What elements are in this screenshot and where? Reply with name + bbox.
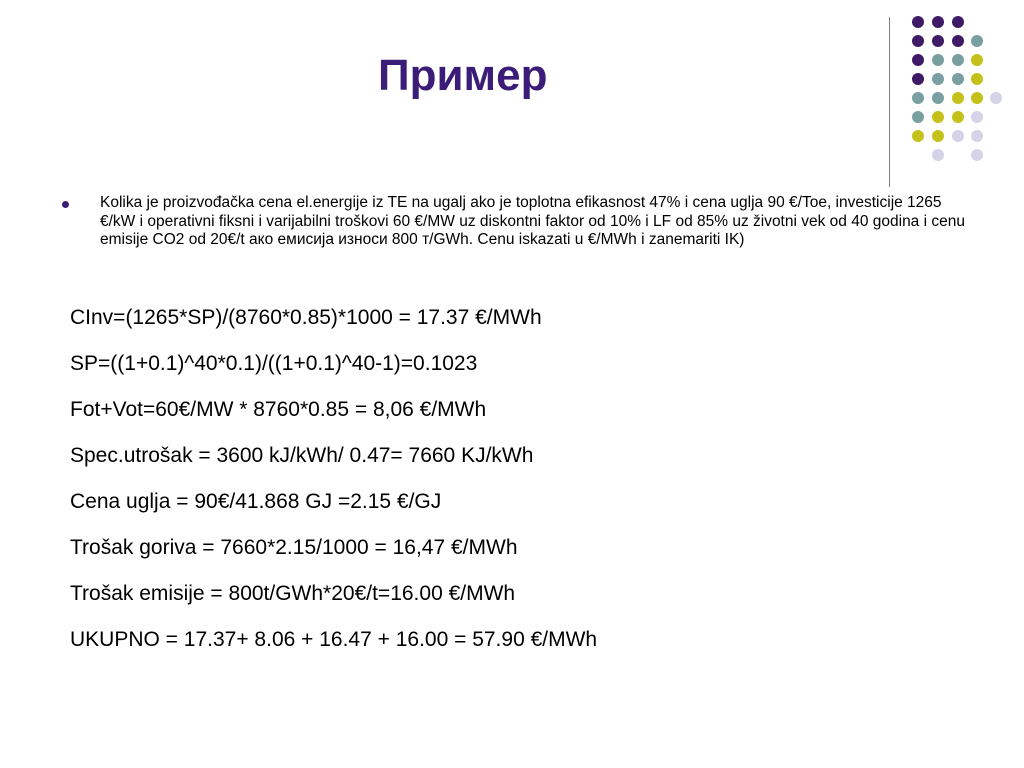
decor-dot	[952, 54, 964, 66]
decor-dot	[971, 92, 983, 104]
decor-dot	[912, 92, 924, 104]
decor-dot	[952, 92, 964, 104]
decor-dot	[912, 54, 924, 66]
decor-dot	[990, 92, 1002, 104]
problem-text: Kolika je proizvođačka cena el.energije iz TE na ugalj ako je toplotna efikasnost 47% i cena uglja 90 €/Toe, investicije 1265 €/kW i operativni fiksni i varijabilni troškovi 60 €/MW uz diskontni faktor od 10% i LF od 85% uz životni vek od 40 godina i cenu emisije CO2 od 20€/t ако емисија износи 800 т/GWh. Cenu iskazati u €/MWh i zanemariti IK)	[100, 194, 965, 248]
slide-title: Пример	[378, 51, 548, 100]
calc-line-emission-cost: Trošak emisije = 800t/GWh*20€/t=16.00 €/MWh	[70, 582, 516, 605]
decor-dot	[932, 73, 944, 85]
calc-line-heat-rate: Spec.utrošak = 3600 kJ/kWh/ 0.47= 7660 KJ/kWh	[70, 444, 534, 467]
decor-dot	[932, 92, 944, 104]
decor-dot	[912, 130, 924, 142]
decor-dot	[971, 111, 983, 123]
decor-dot	[952, 111, 964, 123]
calculation-list	[70, 295, 597, 663]
decor-dot	[932, 149, 944, 161]
decor-dot	[971, 73, 983, 85]
decor-dot	[932, 130, 944, 142]
decor-dot	[912, 16, 924, 28]
decor-dot	[952, 16, 964, 28]
calc-line-om: Fot+Vot=60€/MW * 8760*0.85 = 8,06 €/MWh	[70, 398, 487, 421]
decor-dot	[952, 73, 964, 85]
title-divider	[889, 17, 890, 187]
decor-dot	[971, 35, 983, 47]
decor-dot	[952, 130, 964, 142]
problem-statement	[62, 194, 972, 250]
calc-line-coal-price: Cena uglja = 90€/41.868 GJ =2.15 €/GJ	[70, 490, 442, 513]
decor-dot	[932, 16, 944, 28]
decor-dot	[971, 54, 983, 66]
calc-line-fuel-cost: Trošak goriva = 7660*2.15/1000 = 16,47 €/MWh	[70, 536, 518, 559]
calc-line-sp: SP=((1+0.1)^40*0.1)/((1+0.1)^40-1)=0.1023	[70, 352, 478, 375]
decor-dot	[932, 111, 944, 123]
decor-dot	[912, 111, 924, 123]
decor-dot	[952, 35, 964, 47]
decor-dot	[932, 35, 944, 47]
decor-dot	[932, 54, 944, 66]
decor-dot	[912, 35, 924, 47]
decor-dot	[971, 149, 983, 161]
decor-dot	[971, 130, 983, 142]
decor-dot	[912, 73, 924, 85]
bullet-icon	[62, 201, 69, 208]
calc-line-investment: CInv=(1265*SP)/(8760*0.85)*1000 = 17.37 €/MWh	[70, 306, 542, 329]
calc-line-total: UKUPNO = 17.37+ 8.06 + 16.47 + 16.00 = 57.90 €/MWh	[70, 628, 598, 651]
